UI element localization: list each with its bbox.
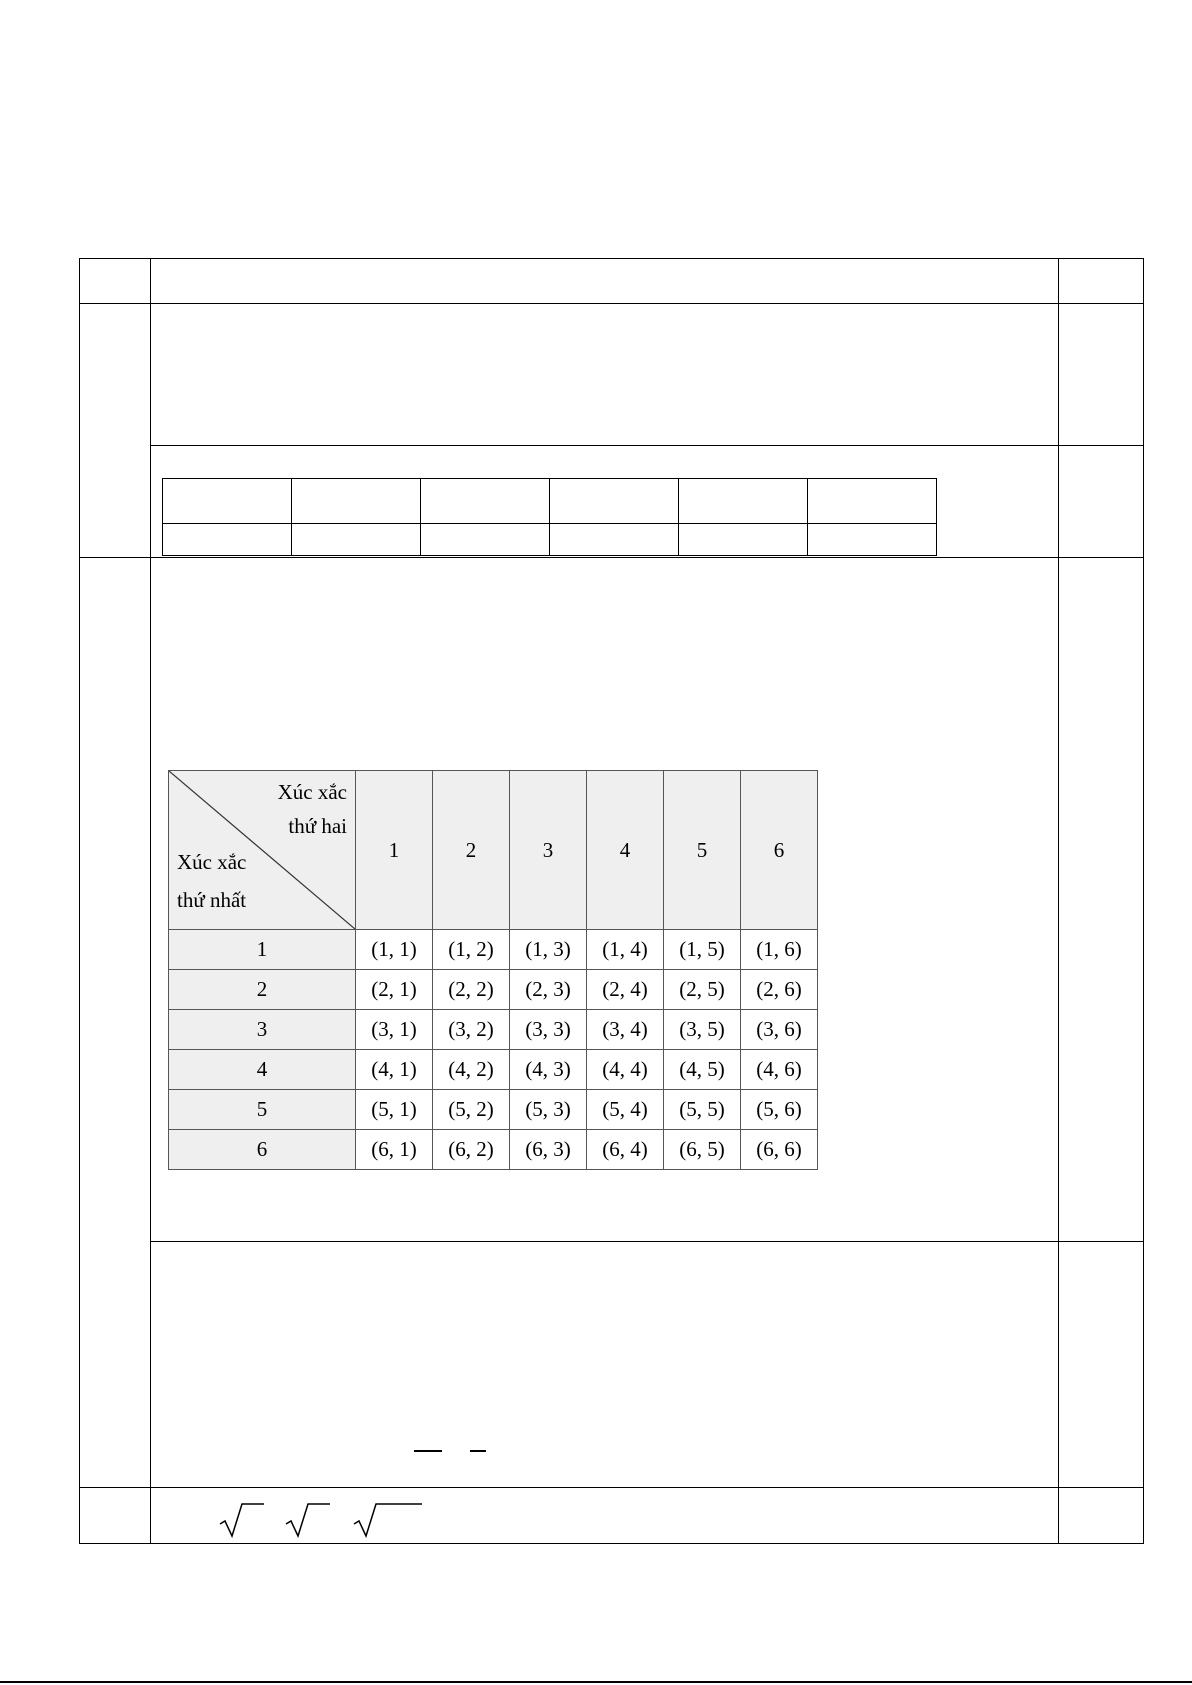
outcome-cell: (4, 3): [510, 1050, 587, 1090]
grid-divider-right: [1058, 258, 1059, 1544]
table-corner-header: [169, 771, 356, 930]
row-header: 1: [169, 930, 356, 970]
frequency-table-cell: [292, 524, 421, 556]
square-root-symbol: [284, 1500, 332, 1540]
table-row: [169, 1130, 818, 1170]
grid-row-divider: [79, 1487, 1144, 1488]
outcome-cell: (6, 1): [356, 1130, 433, 1170]
frequency-table-cell: [679, 479, 808, 524]
page-footer-line: [0, 1681, 1192, 1683]
frequency-table-cell: [163, 479, 292, 524]
row-header: 3: [169, 1010, 356, 1050]
grid-divider-left: [150, 258, 151, 1544]
frequency-table-cell: [163, 524, 292, 556]
dice-outcomes-table: [168, 770, 818, 1170]
table-row: [169, 930, 818, 970]
outcome-cell: (3, 4): [587, 1010, 664, 1050]
outcome-cell: (5, 6): [741, 1090, 818, 1130]
column-header: 6: [741, 771, 818, 930]
grid-subrow-divider: [150, 445, 1144, 446]
outcome-cell: (1, 1): [356, 930, 433, 970]
fraction-bar: [414, 1450, 442, 1452]
frequency-table-cell: [421, 479, 550, 524]
frequency-table-cell: [292, 479, 421, 524]
grid-row-divider: [79, 303, 1144, 304]
table-row: [169, 1050, 818, 1090]
outcome-cell: (2, 3): [510, 970, 587, 1010]
table-row: [169, 970, 818, 1010]
outcome-cell: (4, 2): [433, 1050, 510, 1090]
outcome-cell: (3, 3): [510, 1010, 587, 1050]
first-die-label: [177, 843, 246, 919]
table-row: [169, 1010, 818, 1050]
second-die-label-line2: thứ hai: [288, 814, 347, 838]
outcome-cell: (1, 2): [433, 930, 510, 970]
outcome-cell: (2, 2): [433, 970, 510, 1010]
outcome-cell: (1, 4): [587, 930, 664, 970]
row-header: 2: [169, 970, 356, 1010]
outcome-cell: (2, 4): [587, 970, 664, 1010]
outcome-cell: (2, 6): [741, 970, 818, 1010]
frequency-table-cell: [808, 479, 937, 524]
column-header: 3: [510, 771, 587, 930]
outcome-cell: (6, 4): [587, 1130, 664, 1170]
outcome-cell: (3, 1): [356, 1010, 433, 1050]
outcome-cell: (4, 6): [741, 1050, 818, 1090]
frequency-table-cell: [550, 524, 679, 556]
square-root-symbol: [218, 1500, 266, 1540]
column-header: 5: [664, 771, 741, 930]
first-die-label-line1: Xúc xắc: [177, 850, 247, 874]
table-row: [169, 1090, 818, 1130]
row-header: 4: [169, 1050, 356, 1090]
outcome-cell: (6, 5): [664, 1130, 741, 1170]
outcome-cell: (3, 2): [433, 1010, 510, 1050]
column-header: 4: [587, 771, 664, 930]
first-die-label-line2: thứ nhất: [177, 888, 247, 912]
square-root-symbol: [352, 1500, 424, 1540]
grid-row-divider: [79, 557, 1144, 558]
fraction-bar: [470, 1450, 486, 1452]
outcome-cell: (6, 3): [510, 1130, 587, 1170]
outcome-cell: (2, 1): [356, 970, 433, 1010]
outcome-cell: (6, 6): [741, 1130, 818, 1170]
outcome-cell: (5, 2): [433, 1090, 510, 1130]
outcome-cell: (5, 5): [664, 1090, 741, 1130]
frequency-table-cell: [808, 524, 937, 556]
frequency-table: [162, 478, 937, 556]
second-die-label: [278, 775, 347, 843]
column-header: 2: [433, 771, 510, 930]
outcome-cell: (1, 5): [664, 930, 741, 970]
outcome-cell: (6, 2): [433, 1130, 510, 1170]
grid-subrow-divider: [150, 1241, 1144, 1242]
outcome-cell: (1, 6): [741, 930, 818, 970]
frequency-table-cell: [421, 524, 550, 556]
frequency-table-cell: [550, 479, 679, 524]
outcome-cell: (3, 5): [664, 1010, 741, 1050]
frequency-table-cell: [679, 524, 808, 556]
outcome-cell: (4, 5): [664, 1050, 741, 1090]
column-header: 1: [356, 771, 433, 930]
outcome-cell: (4, 4): [587, 1050, 664, 1090]
outcome-cell: (5, 3): [510, 1090, 587, 1130]
outcome-cell: (4, 1): [356, 1050, 433, 1090]
row-header: 5: [169, 1090, 356, 1130]
row-header: 6: [169, 1130, 356, 1170]
outcome-cell: (2, 5): [664, 970, 741, 1010]
outcome-cell: (3, 6): [741, 1010, 818, 1050]
outcome-cell: (5, 1): [356, 1090, 433, 1130]
outcome-cell: (5, 4): [587, 1090, 664, 1130]
outcome-cell: (1, 3): [510, 930, 587, 970]
second-die-label-line1: Xúc xắc: [277, 780, 347, 804]
